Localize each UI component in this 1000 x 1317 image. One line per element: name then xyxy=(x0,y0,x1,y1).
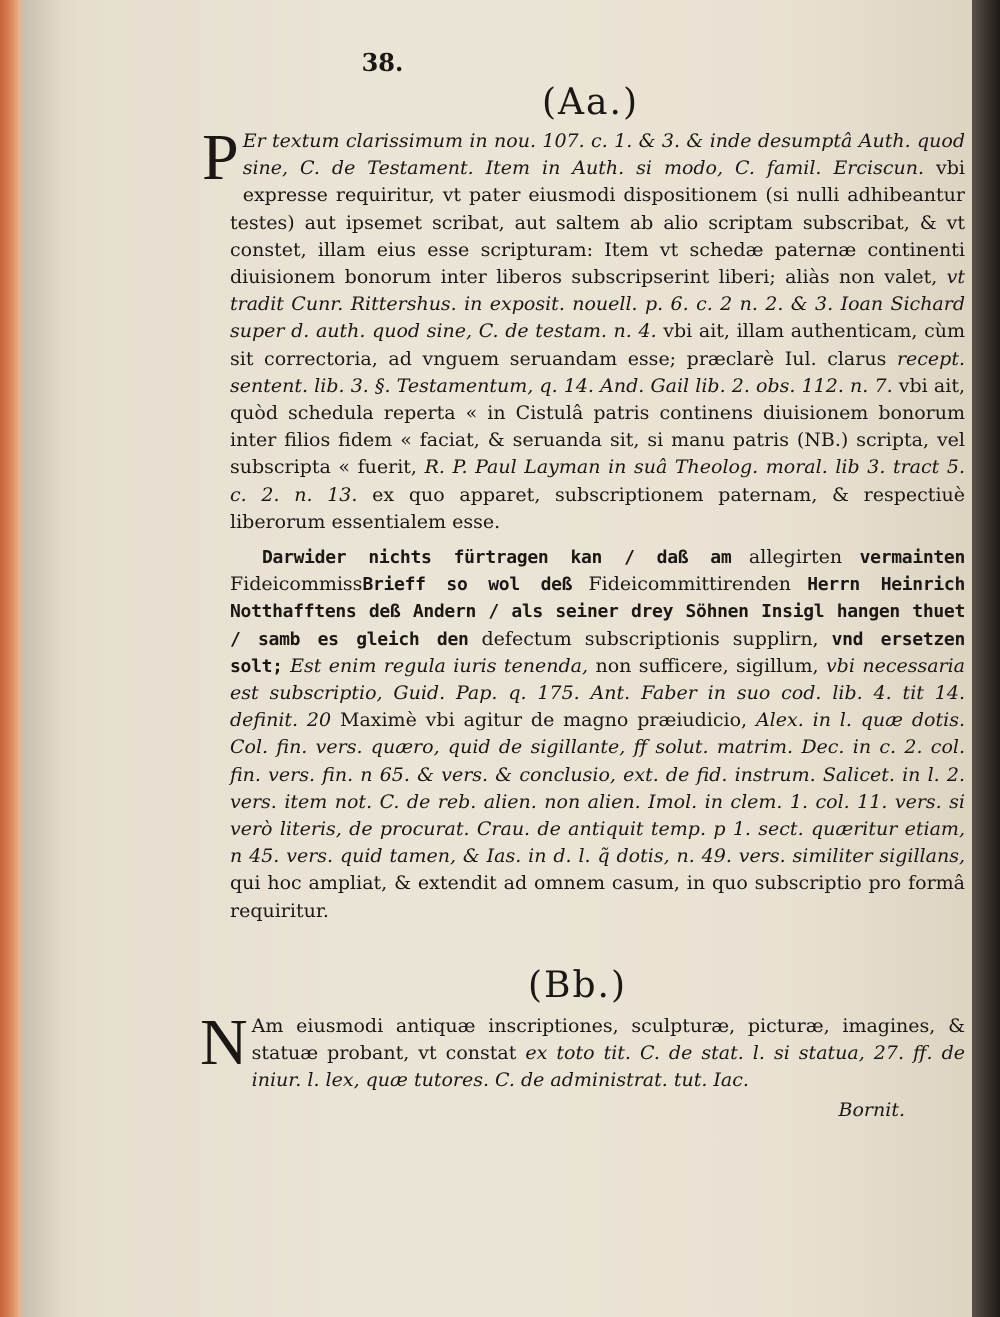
fraktur-text-1: Darwider nichts fürtragen kan / daß am xyxy=(262,547,732,569)
latin-text-1: non sufficere, sigillum, xyxy=(595,654,819,677)
latin-text-3: qui hoc ampliat, & extendit ad omnem casum, in quo subscriptio pro formâ requiritur. xyxy=(230,872,965,922)
drop-cap-n: N xyxy=(200,1005,248,1079)
latin-italic-3: Alex. in l. quæ dotis. Col. fin. vers. quæro, quid de sigillante, ff solut. matrim. Dec. in c. 2. col. fin. vers. fin. n 65. & vers. & conclusio, ext. de fid. instrum. Salicet. in l. 2. vers. item not. C. de reb. alien. non alien. Imol. in clem. 1. col. 11. vers. si verò literis, de procurat. Crau. de antiquit temp. p 1. sect. quæritur etiam, n 45. vers. quid tamen, & Ias. in d. l. q̃ dotis, n. 49. vers. similiter sigillans, xyxy=(230,709,965,868)
page-number: 38. xyxy=(361,48,404,77)
section-heading-bb: (Bb.) xyxy=(528,964,628,1006)
paragraph-bb xyxy=(200,1005,965,1095)
roman-text-2: Fideicommiss xyxy=(230,573,363,596)
fraktur-text-5: vnd ersetzen solt; xyxy=(230,628,965,677)
section-heading-aa: (Aa.) xyxy=(542,82,639,123)
fraktur-text-2: vermainten xyxy=(859,547,966,569)
catchword: Bornit. xyxy=(838,1098,905,1121)
roman-text-1: allegirten xyxy=(748,546,843,569)
citation-novella: Er textum clarissimum in nou. 107. c. 1. & 3. & inde desumptâ Auth. quod sine, C. de Testament. Item in Auth. si modo, C. famil. Erciscun. xyxy=(242,130,965,180)
citation-gail: recept. sentent. lib. 3. §. Testamentum, q. 14. And. Gail lib. 2. obs. 112. n. 7. xyxy=(230,347,966,397)
latin-italic-1: Est enim regula iuris tenenda, xyxy=(290,654,589,677)
citation-rittershus: vt tradit Cunr. Rittershus. in exposit. nouell. p. 6. c. 2 n. 2. & 3. Ioan Sichard super d. auth. quod sine, C. de testam. n. 4. xyxy=(230,266,965,343)
fraktur-text-4: Herrn Heinrich Notthafftens deß Andern / als seiner drey Söhnen Insigl hangen thuet / samb es gleich den xyxy=(230,574,965,650)
page-content xyxy=(200,48,966,1121)
text-schedula: vbi ait, quòd schedula reperta « in Cistulâ patris continens diuisionem bonorum inter filios fidem « faciat, & seruanda sit, si manu patris (NB.) scripta, vel subscripta « fuerit, xyxy=(230,374,965,479)
text-requirement: vbi expresse requiritur, vt pater eiusmodi dispositionem (si nulli adhibeantur testes) aut ipsemet scribat, aut saltem ab alio scriptam subscribat, & vt constet, illam eius esse scripturam: Item vt schedæ paternæ continenti diuisionem bonorum inter liberos subscripserint liberi; aliàs non valet, xyxy=(230,157,965,289)
citation-layman: R. P. Paul Layman in suâ Theolog. moral. lib 3. tract 5. c. 2. n. 13. xyxy=(230,456,965,506)
paragraph-german xyxy=(230,544,965,925)
text-conclusion: ex quo apparet, subscriptionem paternam, & respectiuè liberorum essentialem esse. xyxy=(230,483,966,533)
paragraph-aa xyxy=(202,121,966,536)
latin-text-2: Maximè vbi agitur de magno præiudicio, xyxy=(339,709,748,732)
drop-cap-p: P xyxy=(202,121,239,194)
roman-text-4: defectum subscriptionis supplirn, xyxy=(481,627,819,650)
gutter-shadow xyxy=(22,0,62,1317)
latin-italic-2: vbi necessaria est subscriptio, Guid. Pap. q. 175. Ant. Faber in suo cod. lib. 4. tit 14. definit. 20 xyxy=(230,654,966,732)
roman-text-3: Fideicommittirenden xyxy=(588,573,791,596)
right-margin-shadow xyxy=(972,0,1000,1317)
text-authentica: vbi ait, illam authenticam, cùm sit correctoria, ad vnguem seruandam esse; præclarè Iul. clarus xyxy=(230,320,965,370)
fraktur-text-3: Brieff so wol deß xyxy=(362,574,573,596)
text-inscriptiones: Am eiusmodi antiquæ inscriptiones, sculpturæ, picturæ, imagines, & statuæ probant, vt constat xyxy=(251,1014,965,1065)
citation-statua: ex toto tit. C. de stat. l. si statua, 27. ff. de iniur. l. lex, quæ tutores. C. de administrat. tut. Iac. xyxy=(251,1042,965,1092)
